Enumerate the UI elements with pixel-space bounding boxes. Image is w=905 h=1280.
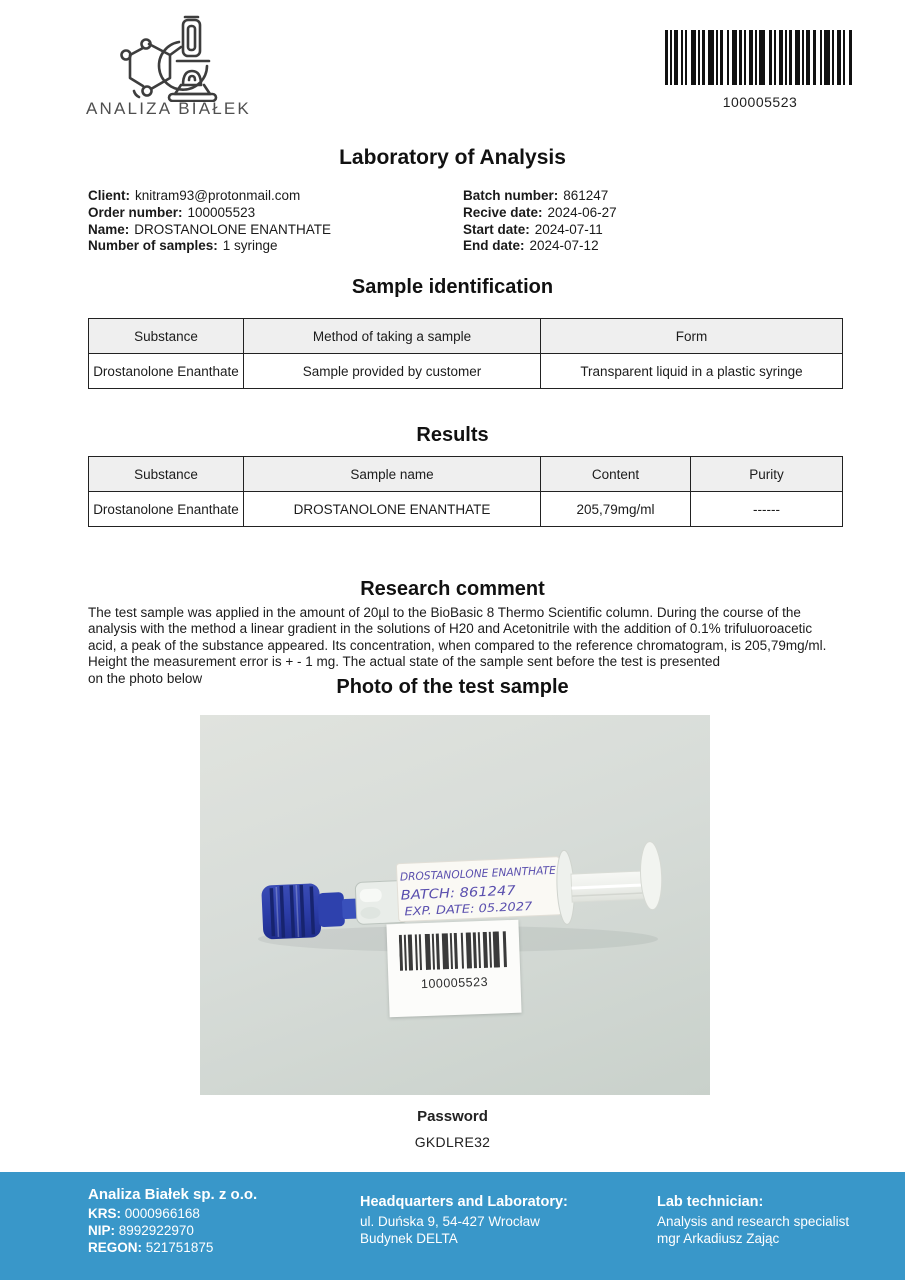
photo-heading: Photo of the test sample xyxy=(336,676,569,698)
footer-headquarters-block xyxy=(360,1194,568,1247)
brand-wordmark: ANALIZA BIAŁEK xyxy=(86,99,251,118)
table-cell: 205,79mg/ml xyxy=(541,492,691,527)
start-date-line: Start date: 2024-07-11 xyxy=(463,221,603,237)
barcode-number: 100005523 xyxy=(722,94,798,110)
barcode-icon xyxy=(665,30,855,85)
batch-info-block xyxy=(463,188,617,255)
password-heading: Password xyxy=(417,1108,488,1125)
sample-photo xyxy=(200,715,710,1095)
column-header: Content xyxy=(541,457,691,492)
end-date-line: End date: 2024-07-12 xyxy=(463,238,599,254)
sticker-number: 100005523 xyxy=(420,974,489,992)
headquarters-building: Budynek DELTA xyxy=(360,1231,458,1246)
table-cell: Sample provided by customer xyxy=(244,354,541,389)
sample-identification-table xyxy=(88,318,843,389)
order-barcode xyxy=(665,30,855,110)
microscope-molecule-logo-icon xyxy=(113,14,243,102)
company-name: Analiza Białek sp. z o.o. xyxy=(88,1186,258,1203)
name-line: Name: DROSTANOLONE ENANTHATE xyxy=(88,221,332,237)
column-header: Substance xyxy=(89,319,244,354)
sample-identification-heading: Sample identification xyxy=(351,276,554,298)
password-value: GKDLRE32 xyxy=(414,1134,491,1150)
table-cell: DROSTANOLONE ENANTHATE xyxy=(244,492,541,527)
research-comment-heading: Research comment xyxy=(360,578,545,600)
table-header-row xyxy=(89,319,843,354)
headquarters-address: ul. Duńska 9, 54-427 Wrocław xyxy=(360,1214,540,1229)
table-row xyxy=(89,354,843,389)
results-table xyxy=(88,456,843,527)
company-nip: NIP: 8992922970 xyxy=(88,1223,194,1238)
syringe-illustration xyxy=(200,715,710,1095)
table-cell: ------ xyxy=(691,492,843,527)
column-header: Purity xyxy=(691,457,843,492)
column-header: Form xyxy=(541,319,843,354)
receive-date-line: Recive date: 2024-06-27 xyxy=(463,204,617,220)
order-number-line: Order number: 100005523 xyxy=(88,204,256,220)
footer-technician-block xyxy=(657,1194,849,1247)
syringe-label-line: DROSTANOLONE ENANTHATE xyxy=(399,863,562,884)
technician-title: Lab technician: xyxy=(657,1194,764,1210)
syringe-label-line: EXP. DATE: 05.2027 xyxy=(404,899,518,919)
company-regon: REGON: 521751875 xyxy=(88,1240,214,1255)
research-comment-text: The test sample was applied in the amount of 20µl to the BioBasic 8 Thermo Scientific column. During the course of the analysis with the method a linear gradient in the solutions of H20 and Acetonitrile with the addition of 0.1% trifuluoroacetic acid, a peak of the substance appeared. Its concentration, when compared to the reference chromatogram, is 205,79mg/ml. Height the measurement error is + - 1 mg. The actual state of the sample sent before the test is presented on the photo below xyxy=(88,605,827,686)
results-heading: Results xyxy=(416,424,489,446)
table-cell: Drostanolone Enanthate xyxy=(89,492,244,527)
photo-barcode-sticker xyxy=(386,920,521,1018)
column-header: Sample name xyxy=(244,457,541,492)
table-cell: Transparent liquid in a plastic syringe xyxy=(541,354,843,389)
technician-name: mgr Arkadiusz Zając xyxy=(657,1231,780,1246)
company-krs: KRS: 0000966168 xyxy=(88,1206,200,1221)
table-row xyxy=(89,492,843,527)
table-header-row xyxy=(89,457,843,492)
samples-line: Number of samples: 1 syringe xyxy=(88,238,278,254)
client-line: Client: knitram93@protonmail.com xyxy=(88,188,301,203)
column-header: Substance xyxy=(89,457,244,492)
syringe-label-line: BATCH: 861247 xyxy=(400,884,503,904)
footer xyxy=(0,1172,905,1280)
headquarters-title: Headquarters and Laboratory: xyxy=(360,1194,568,1210)
client-info-block xyxy=(88,188,331,255)
footer-company-block xyxy=(88,1186,257,1256)
column-header: Method of taking a sample xyxy=(244,319,541,354)
technician-role: Analysis and research specialist xyxy=(657,1214,850,1229)
batch-number-line: Batch number: 861247 xyxy=(463,188,609,203)
barcode-icon xyxy=(399,931,508,971)
page-title: Laboratory of Analysis xyxy=(339,146,566,169)
table-cell: Drostanolone Enanthate xyxy=(89,354,244,389)
